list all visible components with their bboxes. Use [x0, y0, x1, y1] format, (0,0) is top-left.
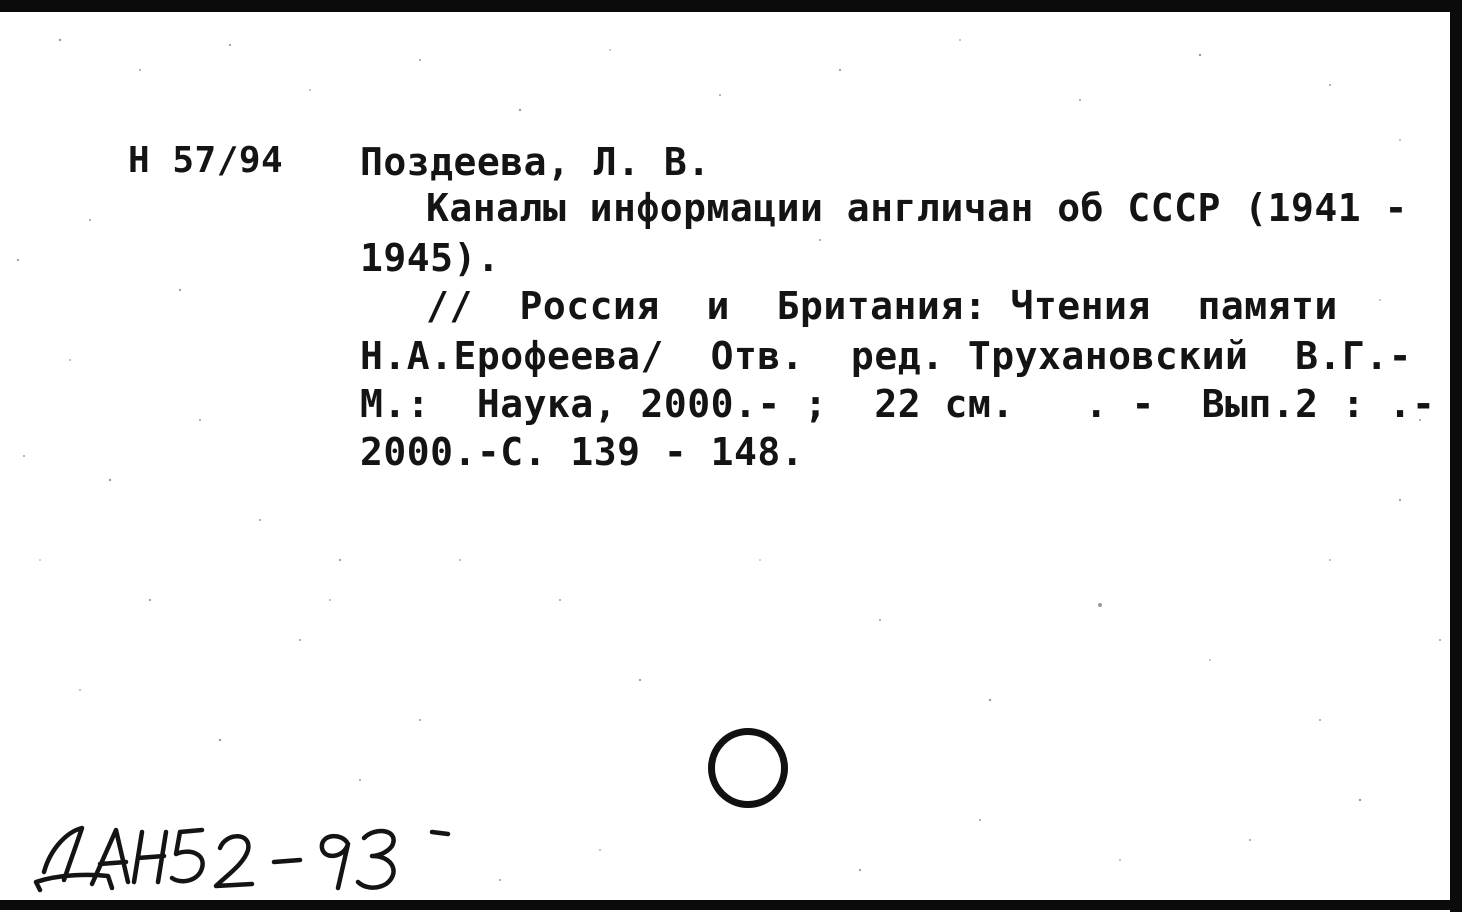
handwritten-number	[30, 810, 470, 900]
shelfmark: Н 57/94	[128, 140, 284, 181]
source-line-4: 2000.-С. 139 - 148.	[360, 430, 805, 474]
source-line-3: М.: Наука, 2000.- ; 22 см. . - Вып.2 : .-	[360, 382, 1436, 426]
card-bottom-edge	[0, 900, 1462, 910]
author: Поздеева, Л. В.	[360, 140, 711, 184]
card-right-edge	[1450, 0, 1462, 912]
card-top-edge	[0, 0, 1460, 12]
punch-hole	[708, 728, 788, 808]
source-line-2: Н.А.Ерофеева/ Отв. ред. Трухановский В.Г.-	[360, 334, 1413, 378]
title-line-1: Каналы информации англичан об СССР (1941 -	[426, 186, 1408, 230]
title-line-2: 1945).	[360, 236, 501, 280]
source-line-1: // Россия и Британия: Чтения памяти	[426, 284, 1338, 328]
